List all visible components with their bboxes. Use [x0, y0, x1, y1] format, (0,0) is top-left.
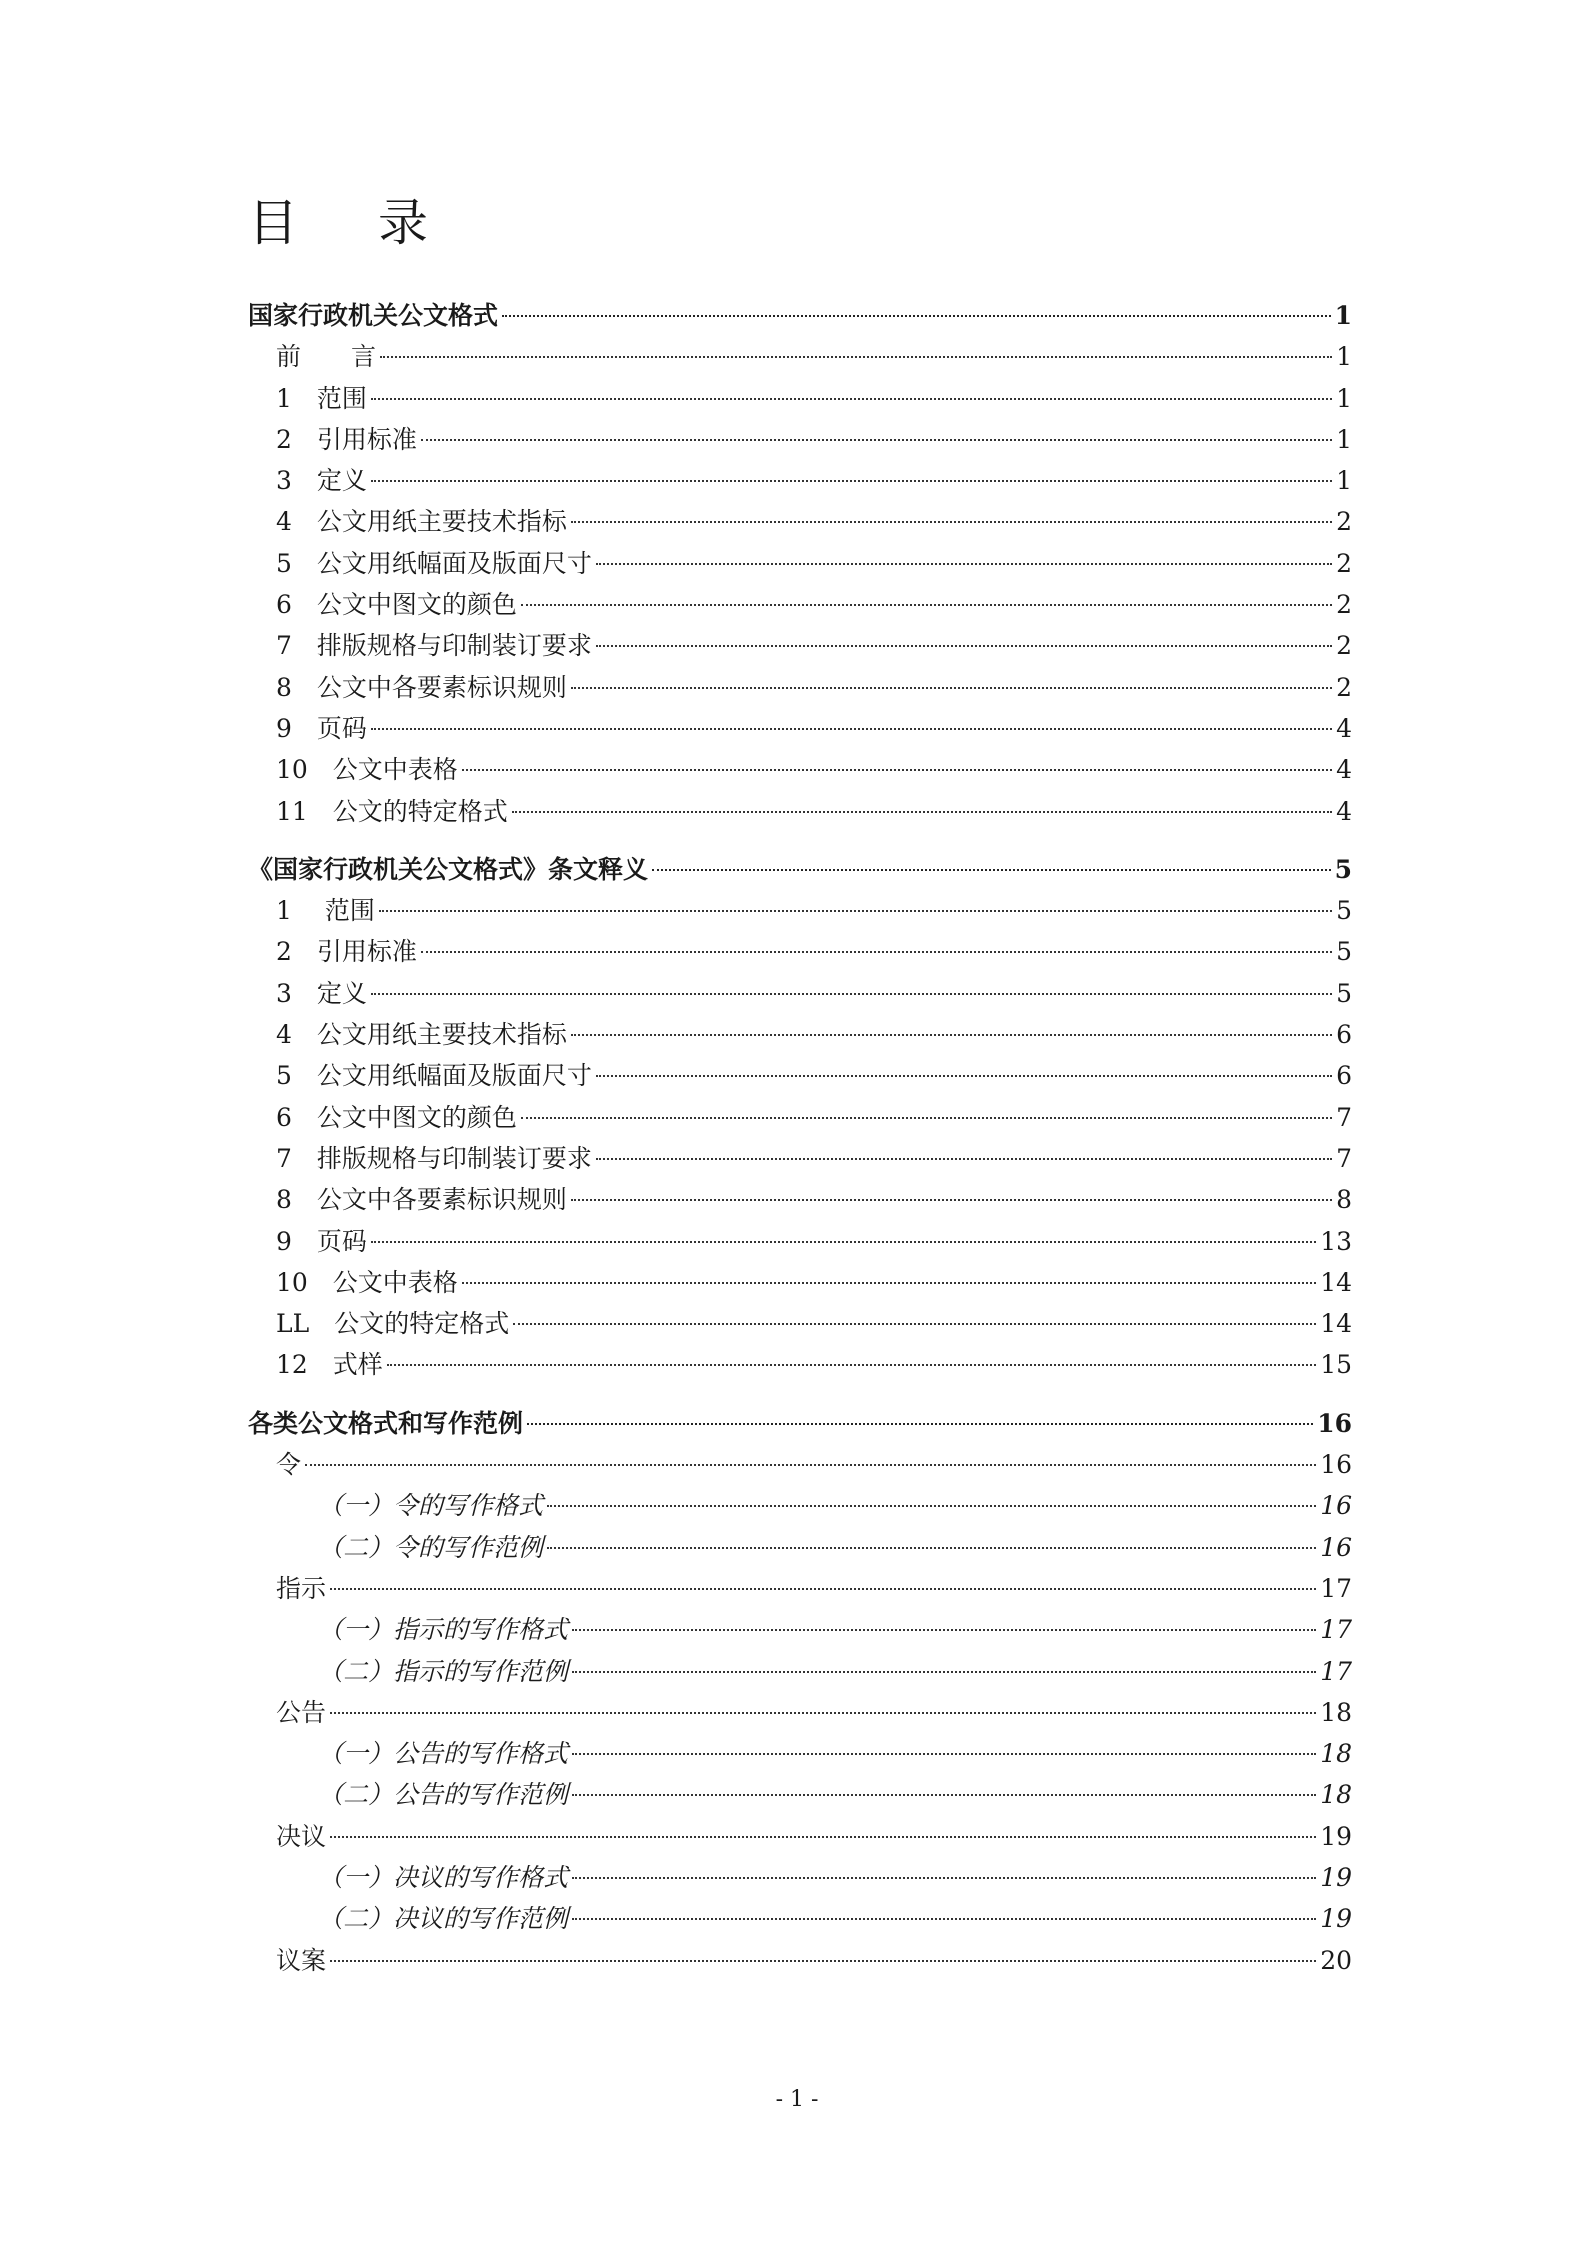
toc-entry-page-number: 5: [1334, 854, 1352, 884]
toc-subentry[interactable]: [248, 1857, 1352, 1898]
title-char-1: 目: [248, 194, 298, 252]
toc-entry[interactable]: [248, 1138, 1352, 1179]
dot-leader: [521, 604, 1332, 606]
toc-entry-label: LL 公文的特定格式: [276, 1309, 510, 1339]
toc-entry-label: 6 公文中图文的颜色: [276, 1102, 517, 1132]
toc-entry-label: 前 言: [276, 342, 377, 372]
toc-entry-label: 2 引用标准: [276, 424, 417, 454]
toc-entry-page-number: 2: [1336, 631, 1352, 661]
dot-leader: [462, 1282, 1316, 1284]
dot-leader: [572, 1794, 1316, 1796]
toc-entry-page-number: 4: [1336, 796, 1352, 826]
dot-leader: [596, 1075, 1332, 1077]
dot-leader: [571, 1199, 1332, 1201]
toc-entry-label: 8 公文中各要素标识规则: [276, 1185, 567, 1215]
dot-leader: [512, 811, 1332, 813]
toc-subentry[interactable]: [248, 1898, 1352, 1939]
toc-entry-label: 3 定义: [276, 466, 367, 496]
dot-leader: [571, 521, 1332, 523]
toc-entry-label: 1 范围: [276, 383, 367, 413]
dot-leader: [379, 910, 1332, 912]
toc-entry[interactable]: [248, 1940, 1352, 1981]
toc-entry-label: 公告: [276, 1697, 327, 1727]
toc-entry-page-number: 19: [1320, 1862, 1352, 1892]
dot-leader: [527, 1423, 1313, 1425]
toc-entry-page-number: 6: [1336, 1020, 1352, 1050]
dot-leader: [502, 315, 1331, 317]
toc-entry-label: 6 公文中图文的颜色: [276, 590, 517, 620]
dot-leader: [521, 1117, 1332, 1119]
toc-entry-label: 2 引用标准: [276, 937, 417, 967]
toc-entry-label: 10 公文中表格: [276, 1267, 458, 1297]
toc-entry-page-number: 16: [1320, 1450, 1352, 1480]
dot-leader: [387, 1364, 1316, 1366]
toc-entry-page-number: 4: [1336, 755, 1352, 785]
toc-entry-page-number: 17: [1320, 1656, 1352, 1686]
dot-leader: [652, 869, 1331, 871]
toc-entry-page-number: 7: [1336, 1102, 1352, 1132]
dot-leader: [371, 1241, 1316, 1243]
toc-subentry[interactable]: [248, 1485, 1352, 1526]
toc-entry[interactable]: [248, 1444, 1352, 1485]
toc-entry-label: （二）指示的写作范例: [318, 1656, 569, 1686]
toc-entry-label: 12 式样: [276, 1350, 383, 1380]
dot-leader: [572, 1671, 1316, 1673]
toc-entry-label: 9 页码: [276, 1226, 367, 1256]
toc-entry-label: 4 公文用纸主要技术指标: [276, 1020, 567, 1050]
toc-entry-page-number: 1: [1334, 301, 1352, 330]
toc-entry-label: （一）决议的写作格式: [318, 1862, 569, 1892]
toc-entry[interactable]: [248, 1221, 1352, 1262]
toc-entry[interactable]: [248, 419, 1352, 460]
toc-entry-label: 决议: [276, 1821, 327, 1851]
toc-entry-label: 11 公文的特定格式: [276, 796, 508, 826]
toc-entry-label: （二）决议的写作范例: [318, 1904, 569, 1934]
toc-subentry[interactable]: [248, 1609, 1352, 1650]
toc-entry[interactable]: [248, 1097, 1352, 1138]
dot-leader: [572, 1629, 1316, 1631]
toc-entry-label: 8 公文中各要素标识规则: [276, 672, 567, 702]
toc-entry-label: 7 排版规格与印制装订要求: [276, 1143, 592, 1173]
toc-entry-page-number: 2: [1336, 507, 1352, 537]
toc-entry[interactable]: [248, 890, 1352, 931]
toc-entry-page-number: 14: [1320, 1309, 1352, 1339]
toc-entry[interactable]: [248, 625, 1352, 666]
toc-entry-page-number: 1: [1336, 466, 1352, 496]
toc-entry-label: 国家行政机关公文格式: [248, 301, 499, 330]
toc-entry[interactable]: [248, 501, 1352, 542]
toc-entry[interactable]: [248, 1692, 1352, 1733]
toc-section-heading[interactable]: [248, 849, 1352, 890]
toc-entry[interactable]: [248, 931, 1352, 972]
toc-entry[interactable]: [248, 584, 1352, 625]
dot-leader: [421, 439, 1332, 441]
toc-entry-page-number: 13: [1320, 1226, 1352, 1256]
dot-leader: [596, 645, 1332, 647]
toc-entry[interactable]: [248, 543, 1352, 584]
section-gap: [248, 832, 1352, 849]
toc-entry[interactable]: [248, 1055, 1352, 1096]
toc-entry-page-number: 1: [1336, 342, 1352, 372]
page-number: - 1 -: [775, 2087, 819, 2112]
dot-leader: [547, 1505, 1316, 1507]
toc-subentry[interactable]: [248, 1651, 1352, 1692]
toc-entry[interactable]: [248, 1816, 1352, 1857]
toc-entry-page-number: 2: [1336, 590, 1352, 620]
toc-entry-page-number: 2: [1336, 548, 1352, 578]
toc-entry[interactable]: [248, 336, 1352, 377]
toc-entry-label: 《国家行政机关公文格式》条文释义: [248, 854, 649, 884]
toc-entry-page-number: 19: [1320, 1904, 1352, 1934]
toc-entry-page-number: 16: [1317, 1408, 1352, 1438]
toc-subentry[interactable]: [248, 1774, 1352, 1815]
toc-entry[interactable]: [248, 378, 1352, 419]
dot-leader: [305, 1464, 1316, 1466]
dot-leader: [330, 1836, 1316, 1838]
toc-entry-page-number: 5: [1336, 937, 1352, 967]
dot-leader: [572, 1918, 1316, 1920]
dot-leader: [596, 1158, 1332, 1160]
toc-subentry[interactable]: [248, 1527, 1352, 1568]
page-title: [248, 194, 428, 252]
toc-entry-page-number: 18: [1320, 1780, 1352, 1810]
toc-entry-page-number: 17: [1320, 1573, 1352, 1603]
toc-entry-label: 7 排版规格与印制装订要求: [276, 631, 592, 661]
toc-entry[interactable]: [248, 791, 1352, 832]
table-of-contents: [248, 295, 1352, 1981]
toc-entry-page-number: 6: [1336, 1061, 1352, 1091]
section-gap: [248, 1386, 1352, 1403]
toc-entry[interactable]: [248, 1014, 1352, 1055]
toc-subentry[interactable]: [248, 1733, 1352, 1774]
toc-entry-page-number: 5: [1336, 896, 1352, 926]
toc-entry[interactable]: [248, 1179, 1352, 1220]
toc-entry-label: 各类公文格式和写作范例: [248, 1408, 524, 1438]
toc-entry[interactable]: [248, 973, 1352, 1014]
toc-entry[interactable]: [248, 667, 1352, 708]
toc-section-heading[interactable]: [248, 295, 1352, 336]
toc-entry-page-number: 14: [1320, 1267, 1352, 1297]
toc-entry-label: （二）令的写作范例: [318, 1532, 544, 1562]
toc-entry-page-number: 15: [1320, 1350, 1352, 1380]
toc-entry-label: （一）公告的写作格式: [318, 1739, 569, 1769]
toc-entry-page-number: 2: [1336, 672, 1352, 702]
toc-entry-label: 令: [276, 1450, 302, 1480]
dot-leader: [572, 1877, 1316, 1879]
dot-leader: [513, 1323, 1316, 1325]
dot-leader: [421, 951, 1332, 953]
dot-leader: [462, 769, 1332, 771]
toc-entry-page-number: 20: [1320, 1945, 1352, 1975]
toc-entry-page-number: 16: [1320, 1491, 1352, 1521]
dot-leader: [571, 687, 1332, 689]
dot-leader: [330, 1960, 1316, 1962]
title-char-2: 录: [378, 194, 428, 252]
dot-leader: [330, 1588, 1316, 1590]
toc-entry-page-number: 17: [1320, 1615, 1352, 1645]
toc-entry-page-number: 5: [1336, 978, 1352, 1008]
toc-entry[interactable]: [248, 1303, 1352, 1344]
toc-entry-page-number: 19: [1320, 1821, 1352, 1851]
toc-entry-label: （二）公告的写作范例: [318, 1780, 569, 1810]
toc-entry-label: 5 公文用纸幅面及版面尺寸: [276, 1061, 592, 1091]
toc-entry-label: （一）指示的写作格式: [318, 1615, 569, 1645]
dot-leader: [571, 1034, 1332, 1036]
toc-entry-page-number: 8: [1336, 1185, 1352, 1215]
toc-entry-label: 1 范围: [276, 896, 375, 926]
toc-entry[interactable]: [248, 1568, 1352, 1609]
dot-leader: [371, 728, 1332, 730]
toc-entry-page-number: 16: [1320, 1532, 1352, 1562]
toc-entry-label: 4 公文用纸主要技术指标: [276, 507, 567, 537]
dot-leader: [330, 1712, 1316, 1714]
toc-entry-page-number: 1: [1336, 383, 1352, 413]
toc-entry[interactable]: [248, 1262, 1352, 1303]
toc-entry-page-number: 7: [1336, 1143, 1352, 1173]
dot-leader: [572, 1753, 1316, 1755]
toc-entry-page-number: 18: [1320, 1697, 1352, 1727]
dot-leader: [380, 356, 1332, 358]
dot-leader: [371, 398, 1332, 400]
toc-entry[interactable]: [248, 708, 1352, 749]
toc-entry-page-number: 1: [1336, 424, 1352, 454]
toc-entry[interactable]: [248, 749, 1352, 790]
toc-entry-label: 9 页码: [276, 713, 367, 743]
toc-entry-page-number: 4: [1336, 713, 1352, 743]
toc-entry[interactable]: [248, 460, 1352, 501]
toc-entry-label: 10 公文中表格: [276, 755, 458, 785]
dot-leader: [371, 480, 1332, 482]
toc-entry-label: 指示: [276, 1573, 327, 1603]
dot-leader: [547, 1547, 1316, 1549]
toc-entry-label: 议案: [276, 1945, 327, 1975]
dot-leader: [371, 993, 1332, 995]
toc-section-heading[interactable]: [248, 1403, 1352, 1444]
toc-entry-page-number: 18: [1320, 1739, 1352, 1769]
toc-entry-label: 5 公文用纸幅面及版面尺寸: [276, 548, 592, 578]
toc-entry[interactable]: [248, 1344, 1352, 1385]
toc-entry-label: 3 定义: [276, 978, 367, 1008]
toc-entry-label: （一）令的写作格式: [318, 1491, 544, 1521]
dot-leader: [596, 563, 1332, 565]
